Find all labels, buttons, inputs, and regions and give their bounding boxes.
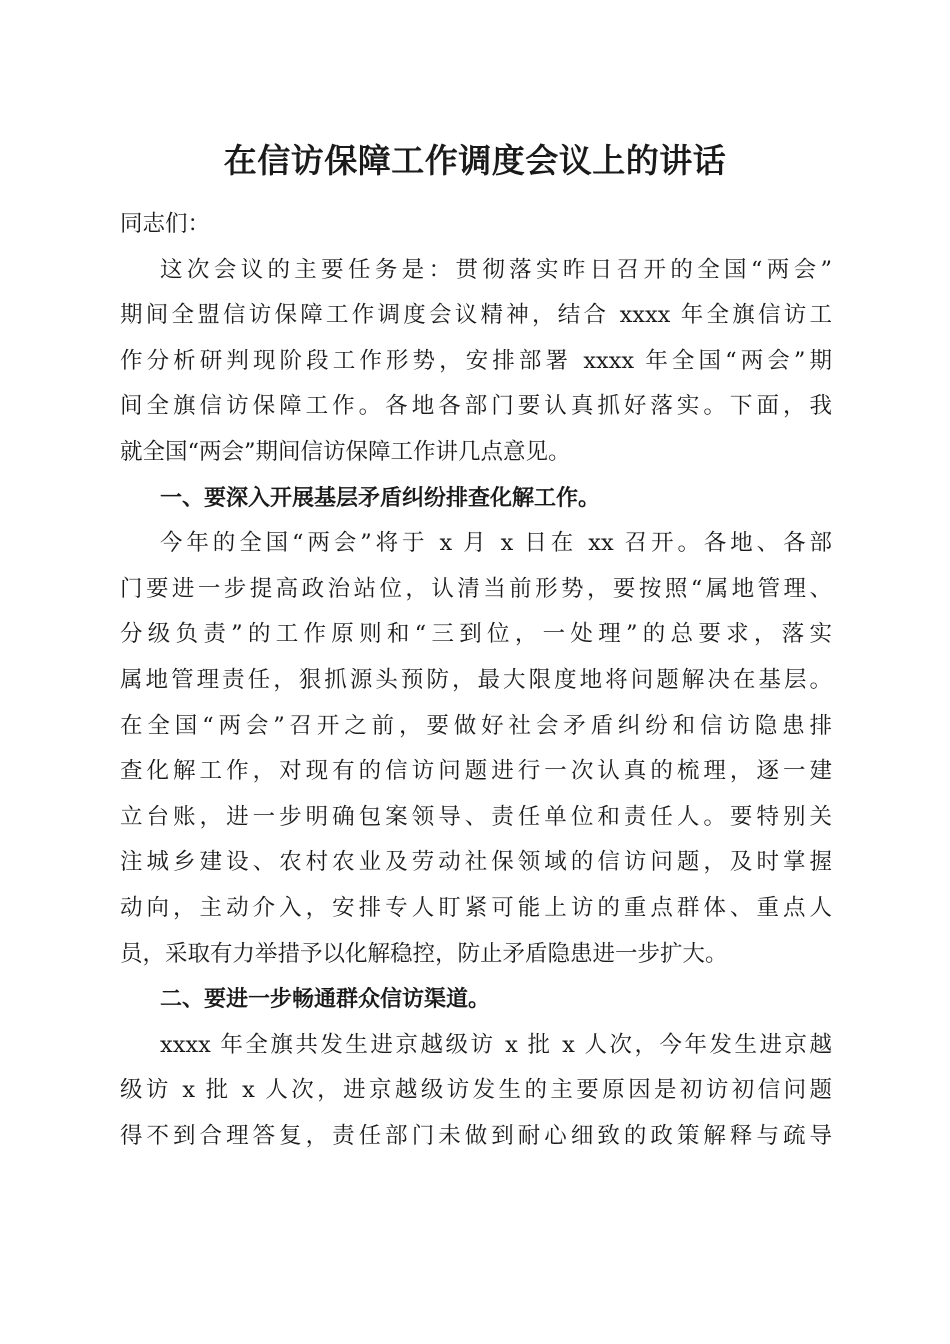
salutation: 同志们： [120, 211, 211, 237]
paragraph-1-line-2: 期间全盟信访保障工作调度会议精神，结合 xxxx 年全旗信访工 [120, 302, 832, 329]
paragraph-2-line-4: 属地管理责任，狠抓源头预防，最大限度地将问题解决在基层。 [120, 666, 832, 693]
paragraph-2-line-5: 在全国“两会”召开之前，要做好社会矛盾纠纷和信访隐患排 [120, 712, 832, 739]
paragraph-3-line-1: xxxx 年全旗共发生进京越级访 x 批 x 人次，今年发生进京越 [160, 1031, 832, 1058]
paragraph-1-line-3: 作分析研判现阶段工作形势，安排部署 xxxx 年全国“两会”期 [120, 347, 832, 374]
paragraph-2-line-2: 门要进一步提高政治站位，认清当前形势，要按照“属地管理、 [120, 575, 832, 602]
paragraph-1-line-5: 就全国“两会”期间信访保障工作讲几点意见。 [120, 438, 571, 465]
paragraph-1-line-4: 间全旗信访保障工作。各地各部门要认真抓好落实。下面，我 [120, 393, 832, 420]
paragraph-1-line-1: 这次会议的主要任务是：贯彻落实昨日召开的全国“两会” [160, 256, 832, 283]
paragraph-2-line-9: 动向，主动介入，安排专人盯紧可能上访的重点群体、重点人 [120, 894, 832, 921]
document-title: 在信访保障工作调度会议上的讲话 [223, 141, 727, 180]
paragraph-2-line-6: 查化解工作，对现有的信访问题进行一次认真的梳理，逐一建 [120, 758, 832, 785]
paragraph-2-line-8: 注城乡建设、农村农业及劳动社保领域的信访问题，及时掌握 [120, 849, 832, 876]
document-body [120, 202, 832, 1159]
paragraph-2-line-10: 员，采取有力举措予以化解稳控，防止矛盾隐患进一步扩大。 [120, 940, 728, 967]
section-heading-2: 二、要进一步畅通群众信访渠道。 [160, 987, 491, 1013]
paragraph-3-line-3: 得不到合理答复，责任部门未做到耐心细致的政策解释与疏导 [120, 1122, 832, 1149]
section-heading-1: 一、要深入开展基层矛盾纠纷排查化解工作。 [160, 485, 601, 511]
paragraph-3-line-2: 级访 x 批 x 人次，进京越级访发生的主要原因是初访初信问题 [120, 1077, 832, 1104]
paragraph-2-line-7: 立台账，进一步明确包案领导、责任单位和责任人。要特别关 [120, 803, 832, 830]
paragraph-2-line-1: 今年的全国“两会”将于 x 月 x 日在 xx 召开。各地、各部 [160, 530, 832, 557]
paragraph-2-line-3: 分级负责”的工作原则和“三到位，一处理”的总要求，落实 [120, 621, 832, 648]
